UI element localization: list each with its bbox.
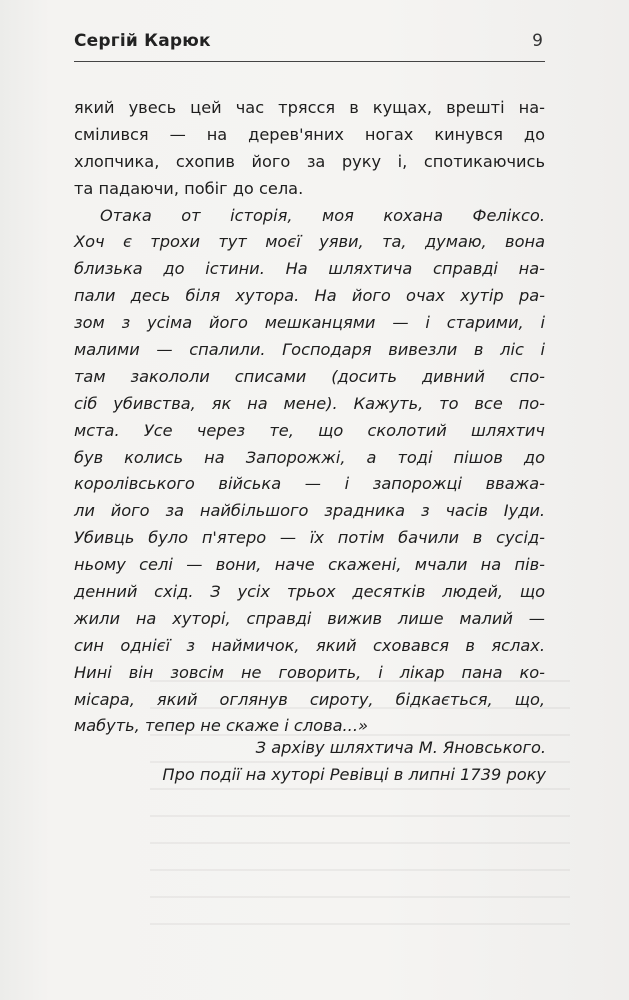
header-rule — [74, 61, 545, 62]
text-line: королівського війська — і запорожці вважа- — [74, 474, 545, 494]
text-line: зом з усіма його мешканцями — і старими, і — [74, 313, 545, 333]
text-line: мабуть, тепер не скаже і слова...» — [74, 716, 368, 736]
text-line: Нині він зовсім не говорить, і лікар пана ко- — [74, 662, 545, 682]
text-line: денний схід. З усіх трьох десятків людей, що — [74, 582, 545, 602]
running-title: Сергій Карюк — [74, 31, 211, 51]
text-line: місара, який оглянув сироту, бідкається, що, — [74, 689, 545, 709]
text-line: Убивць було п'ятеро — їх потім бачили в сусід- — [74, 528, 545, 548]
text-line: хлопчика, схопив його за руку і, спотикаючись — [74, 151, 545, 171]
attribution-line-2: Про події на хуторі Ревівці в липні 1739 року — [162, 764, 546, 784]
text-line: Хоч є трохи тут моєї уяви, та, думаю, вона — [74, 232, 545, 252]
page-number: 9 — [532, 31, 543, 51]
text-line: малими — спалили. Господаря вивезли в ліс і — [74, 340, 545, 360]
text-line: Отака от історія, моя кохана Феліксо. — [100, 205, 545, 225]
attribution-line-1: З архіву шляхтича М. Яновського. — [255, 738, 546, 757]
text-line: смілився — на дерев'яних ногах кинувся до — [74, 124, 545, 144]
text-line: ньому селі — вони, наче скажені, мчали на пів- — [74, 555, 545, 575]
text-line: мста. Усе через те, що сколотий шляхтич — [74, 420, 545, 440]
text-line: сіб убивства, як на мене). Кажуть, то все по- — [74, 393, 545, 413]
paragraph-narrative — [74, 95, 545, 203]
text-line: там закололи списами (досить дивний спо- — [74, 366, 545, 386]
text-line: жили на хуторі, справді вижив лише малий — — [74, 608, 545, 628]
text-line: ли його за найбільшого зрадника з часів Іуди. — [74, 501, 545, 521]
paragraph-letter — [74, 203, 545, 741]
source-attribution — [74, 734, 546, 788]
text-line: був колись на Запорожжі, а тоді пішов до — [74, 447, 545, 467]
text-line: близька до істини. На шляхтича справді на- — [74, 259, 545, 279]
text-line: пали десь біля хутора. На його очах хутір ра- — [74, 286, 545, 306]
page-header — [74, 28, 545, 60]
text-line: який увесь цей час трясся в кущах, врешті на- — [74, 98, 545, 117]
text-line: та падаючи, побіг до села. — [74, 178, 304, 198]
text-line: син однієї з наймичок, який сховався в яслах. — [74, 635, 545, 655]
body-text — [74, 95, 545, 740]
